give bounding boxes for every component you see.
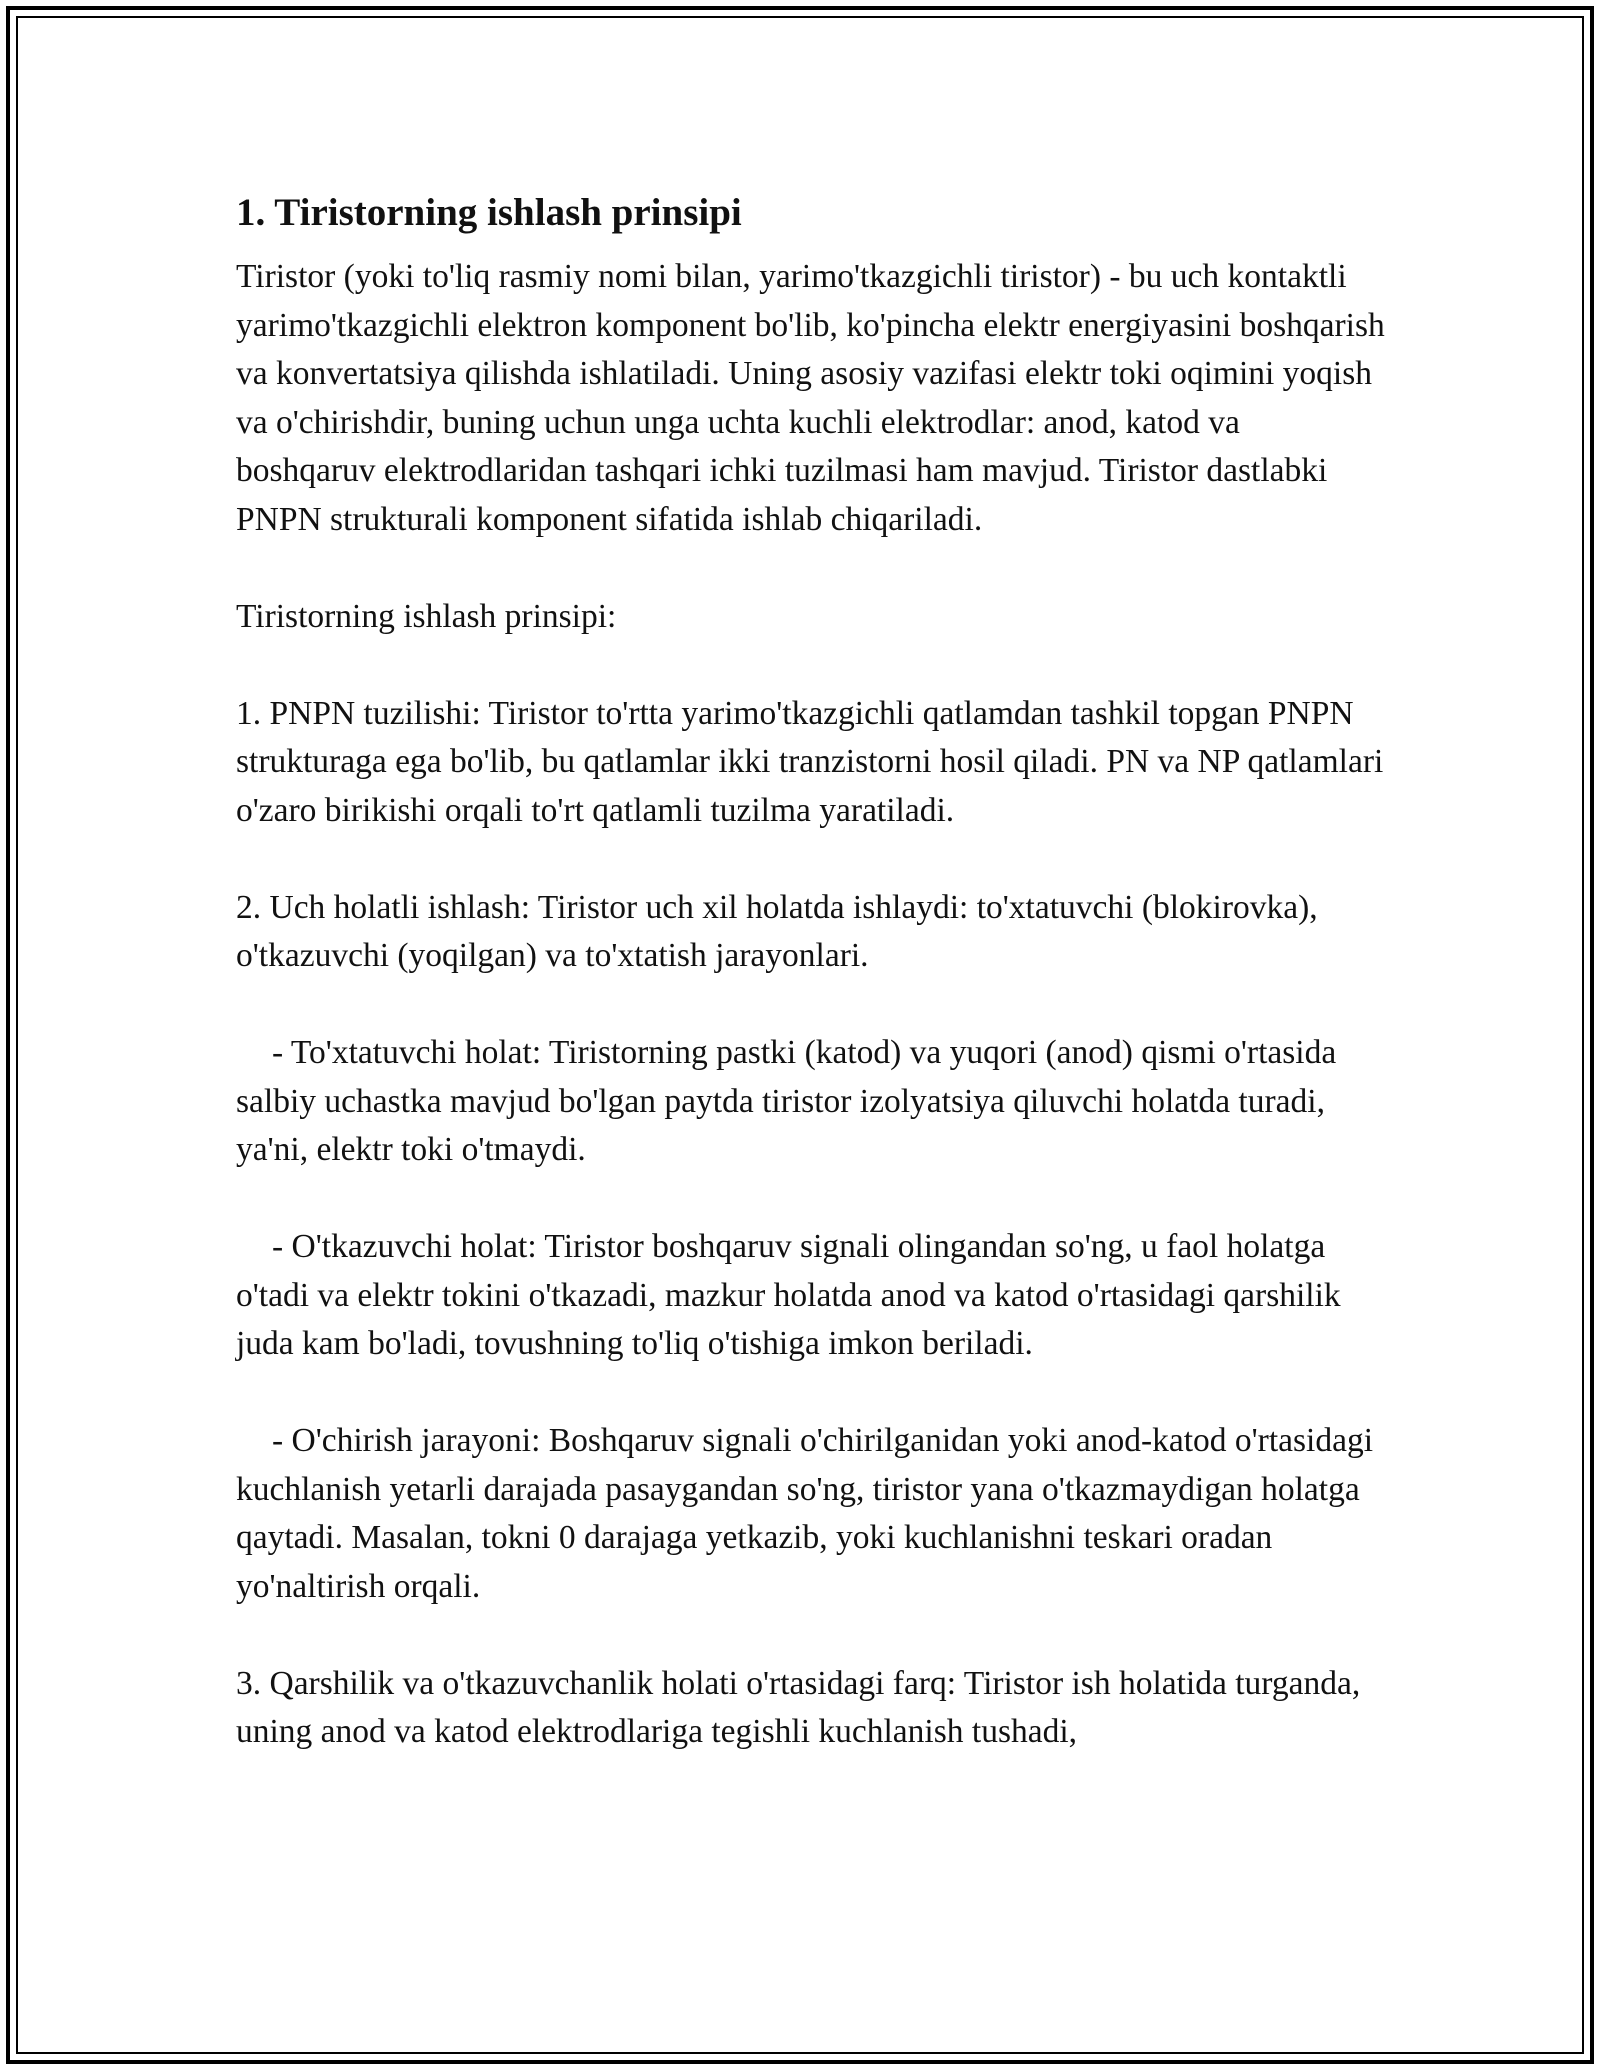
list-item-pnpn-structure: 1. PNPN tuzilishi: Tiristor to'rtta yarimo'tkazgichli qatlamdan tashkil topgan PNPN strukturaga ega bo'lib, bu qatlamlar ikki tranzistorni hosil qiladi. PN va NP qatlamlari o'zaro birikishi orqali to'rt qatlamli tuzilma yaratiladi. [236, 694, 1384, 829]
list-item-three-states: 2. Uch holatli ishlash: Tiristor uch xil holatda ishlaydi: to'xtatuvchi (blokirovka), o'tkazuvchi (yoqilgan) va to'xtatish jarayonlari. [236, 888, 1318, 974]
document-body [236, 185, 1386, 1805]
intro-paragraph: Tiristor (yoki to'liq rasmiy nomi bilan, yarimo'tkazgichli tiristor) - bu uch kontaktli yarimo'tkazgichli elektron komponent bo'lib, ko'pincha elektr energiyasini boshqarish va konvertatsiya qilishda ishlatiladi. Uning asosiy vazifasi elektr toki oqimini yoqish va o'chirishdir, buning uchun unga uchta kuchli elektrodlar: anod, katod va boshqaruv elektrodlaridan tashqari ichki tuzilmasi ham mavjud. Tiristor dastlabki PNPN strukturali komponent sifatida ishlab chiqariladi. [236, 258, 1385, 538]
principle-subtitle: Tiristorning ishlash prinsipi: [236, 597, 617, 635]
sub-item-blocking-state: - To'xtatuvchi holat: Tiristorning pastki (katod) va yuqori (anod) qismi o'rtasida salbiy uchastka mavjud bo'lgan paytda tiristor izolyatsiya qiluvchi holatda turadi, ya'ni, elektr toki o'tmaydi. [236, 1034, 1337, 1168]
sub-item-turn-off-process: - O'chirish jarayoni: Boshqaruv signali o'chirilganidan yoki anod-katod o'rtasidagi kuchlanish yetarli darajada pasaygandan so'ng, tiristor yana o'tkazmaydigan holatga qaytadi. Masalan, tokni 0 darajaga yetkazib, yoki kuchlanishni teskari oradan yo'naltirish orqali. [236, 1422, 1374, 1605]
section-heading: 1. Tiristorning ishlash prinsipi [236, 191, 742, 234]
sub-item-conducting-state: - O'tkazuvchi holat: Tiristor boshqaruv signali olingandan so'ng, u faol holatga o'tadi va elektr tokini o'tkazadi, mazkur holatda anod va katod o'rtasidagi qarshilik juda kam bo'ladi, tovushning to'liq o'tishiga imkon beriladi. [236, 1228, 1341, 1362]
list-item-resistance-difference: 3. Qarshilik va o'tkazuvchanlik holati o'rtasidagi farq: Tiristor ish holatida turganda, uning anod va katod elektrodlariga tegishli kuchlanish tushadi, [236, 1664, 1361, 1750]
